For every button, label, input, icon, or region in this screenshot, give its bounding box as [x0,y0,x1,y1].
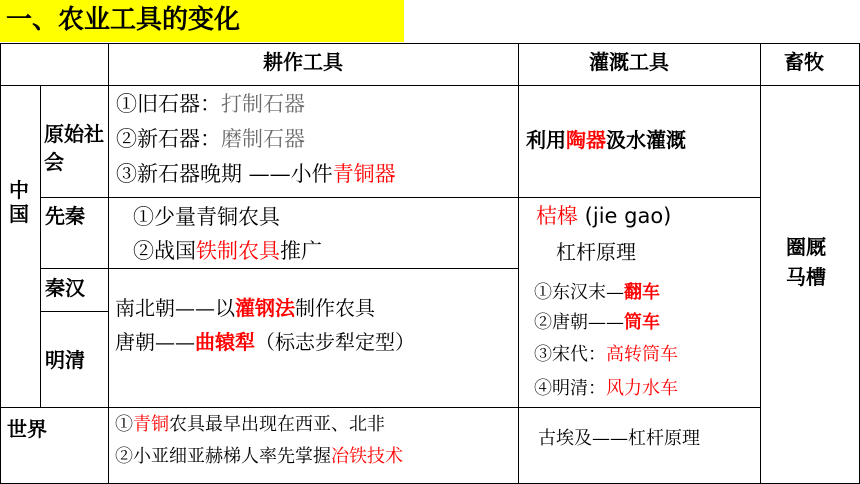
later-irrigation-1: ①东汉末—翻车 [534,282,660,303]
row-label-world: 世界 [7,417,47,441]
title-bar [0,0,404,42]
grid-line [518,43,519,484]
pre-qin-irrigation-tool: 桔槔 (jie gao) [536,204,672,228]
world-irrigation: 古埃及——杠杆原理 [538,428,700,449]
page-title: 一、农业工具的变化 [6,5,241,35]
pre-qin-irrigation-principle: 杠杆原理 [556,240,636,264]
later-irrigation-2: ②唐朝——筒车 [534,312,660,333]
grid-line [40,85,41,407]
row-label-primitive: 原始社会 [44,122,104,174]
later-tillage-line-1: 南北朝——以灌钢法制作农具 [115,296,375,320]
row-label-qin-han: 秦汉 [45,276,85,300]
later-irrigation-3: ③宋代：高转筒车 [534,344,678,365]
grid-line [0,43,860,44]
primitive-irrigation: 利用陶器汲水灌溉 [526,128,686,152]
grid-line [40,197,760,198]
row-label-china: 中国 [9,178,29,226]
row-label-pre-qin: 先秦 [45,204,85,228]
grid-line [0,85,860,86]
pre-qin-tillage-line-1: ①少量青铜农具 [133,205,280,229]
grid-line [0,43,1,484]
pre-qin-tillage-line-2: ②战国铁制农具推广 [133,239,322,263]
grid-line [0,407,760,408]
grid-line [40,268,518,269]
header-tillage: 耕作工具 [263,50,343,74]
primitive-tillage-line-1: ①旧石器：打制石器 [116,92,305,116]
header-irrigation: 灌溉工具 [589,50,669,74]
row-label-ming-qing: 明清 [45,348,85,372]
later-irrigation-4: ④明清：风力水车 [534,378,678,399]
grid-line [40,311,108,312]
primitive-tillage-line-2: ②新石器：磨制石器 [116,127,305,151]
grid-line [108,43,109,484]
header-livestock: 畜牧 [784,50,824,74]
world-tillage-line-2: ②小亚细亚赫梯人率先掌握冶铁技术 [115,446,403,467]
livestock-value: 圈厩马槽 [786,235,826,289]
primitive-tillage-line-3: ③新石器晚期 ——小件青铜器 [116,162,396,186]
grid-line [760,43,761,484]
later-tillage-line-2: 唐朝——曲辕犁（标志步犁定型） [115,330,415,354]
world-tillage-line-1: ①青铜农具最早出现在西亚、北非 [115,414,385,435]
